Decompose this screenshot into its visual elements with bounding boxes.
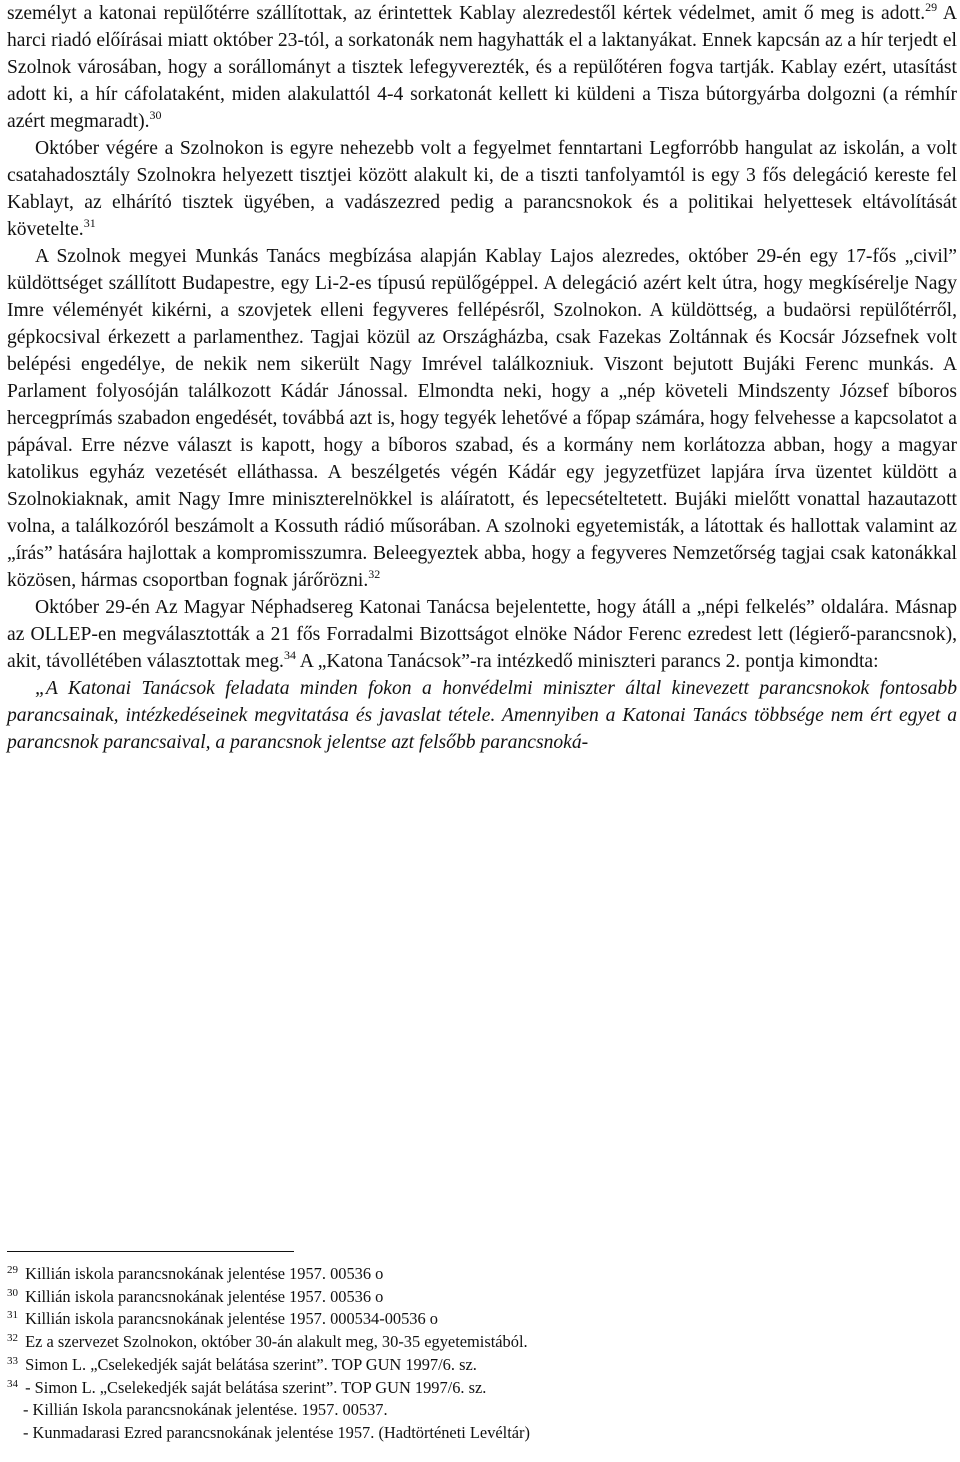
footnote-text: Simon L. „Cselekedjék saját belátása szerint”. TOP GUN 1997/6. sz. <box>25 1354 477 1374</box>
paragraph-text: Október végére a Szolnokon is egyre nehezebb volt a fegyelmet fenntartani Legforróbb hangulat az iskolán, a volt csatahadosztály Szolnokra helyezett tisztjei között alakult ki, de a tiszti tanfolyamtól is egy 3 fős delegáció kereste fel Kablayt, az elhárító tisztek ügyében, a vadászezred pedig a parancsnokok és a politikai helyettesek eltávolítását követelte. <box>7 138 957 240</box>
footnote-30: 30 Killián iskola parancsnokának jelentése 1957. 00536 o <box>7 1286 384 1306</box>
paragraph-1 <box>7 0 957 135</box>
footnote-34-subline: - Killián Iskola parancsnokának jelentése. 1957. 00537. <box>23 1400 388 1420</box>
paragraph-text: A „Katona Tanácsok”-ra intézkedő miniszteri parancs 2. pontja kimondta: <box>295 651 879 672</box>
paragraph-text: A harci riadó előírásai miatt október 23-tól, a sorkatonák nem hagyhatták el a laktanyákat. Ennek kapcsán az a hír terjedt el Szolnok városában, hogy a sorállományt a tisztek lefegyverezték, és a repülőtéren fogva tartják. Kablay ezért, utasítást adott ki, a hír cáfolataként, miden alakulattól 4-4 sorkatonát kellett ki küldeni a Tisza bútorgyárba dolgozni (a rémhír azért megmaradt). <box>7 3 958 132</box>
footnote-text: Ez a szervezet Szolnokon, október 30-án alakult meg, 30-35 egyetemistából. <box>25 1332 528 1352</box>
paragraph-text: személyt a katonai repülőtérre szállítottak, az érintettek Kablay alezredestől kértek védelmet, amit ő meg is adott. <box>7 3 926 24</box>
document-body <box>7 0 957 756</box>
footnote-ref-31: 31 <box>83 216 96 230</box>
footnote-33: 33 Simon L. „Cselekedjék saját belátása szerint”. TOP GUN 1997/6. sz. <box>7 1354 477 1374</box>
footnote-31: 31 Killián iskola parancsnokának jelentése 1957. 000534-00536 o <box>7 1309 438 1329</box>
footnote-divider <box>7 1251 294 1252</box>
paragraph-3 <box>7 243 957 594</box>
footnote-text: Killián iskola parancsnokának jelentése 1957. 000534-00536 o <box>25 1309 438 1329</box>
paragraph-4 <box>7 594 957 675</box>
block-quote: „A Katonai Tanácsok feladata minden fokon a honvédelmi miniszter által kinevezett parancsnokok fontosabb parancsainak, intézkedéseinek megvitatása és javaslat tétele. Amennyiben a Katonai Tanács többsége nem ért egyet a parancsnok parancsaival, a parancsnok jelentse azt felsőbb parancsnoká- <box>7 678 957 753</box>
footnote-ref-32: 32 <box>368 567 381 581</box>
footnote-text: Killián iskola parancsnokának jelentése 1957. 00536 o <box>25 1264 384 1283</box>
paragraph-text: Október 29-én Az Magyar Néphadsereg Katonai Tanácsa bejelentette, hogy átáll a „népi felkelés” oldalára. Másnap az OLLEP-en megválasztották a 21 fős Forradalmi Bizottságot elnöke Nádor Ferenc ezredest lett (légierő-parancsnok), akit, távollétében választottak meg. <box>7 597 957 672</box>
footnote-34: 34 - Simon L. „Cselekedjék saját belátása szerint”. TOP GUN 1997/6. sz. <box>7 1377 487 1397</box>
paragraph-text: A Szolnok megyei Munkás Tanács megbízása alapján Kablay Lajos alezredes, október 29-én egy 17-fős „civil” küldöttséget szállított Budapestre, egy Li-2-es típusú repülőgéppel. A delegáció azért kelt útra, hogy megkísérelje Nagy Imre véleményét kikérni, a szovjetek elleni fegyveres fellépésről, Szolnokon. A küldöttség, a budaörsi repülőtérről, gépkocsival érkezett a parlamenthez. Tagjai közül az Országházba, csak Fazekas Zoltánnak és Kocsár Józsefnek volt belépési engedélye, de nekik nem sikerült Nagy Imrével találkozniuk. Viszont bejutott Bujáki Ferenc munkás. A Parlament folyosóján találkozott Kádár Jánossal. Elmondta neki, hogy a „nép követeli Mindszenty József bíboros hercegprímás szabadon engedését, továbbá azt is, hogy tegyék lehetővé a főpap számára, hogy felvehesse a kapcsolatot a pápával. Erre nézve választ is kapott, hogy a bíboros szabad, és a kormány nem korlátozza abban, hogy a magyar katolikus egyház vezetését elláthassa. A beszélgetés végén Kádár egy jegyzetfüzet lapjára írva üzentet küldött a Szolnokiaknak, amit Nagy Imre miniszterelnökkel is aláíratott, és lepecsételtetett. Bujáki mielőtt vonattal hazautazott volna, a találkozóról beszámolt a Kossuth rádió műsorában. A szolnoki egyetemisták, a látottak és hallottak valamint az „írás” hatására hajlottak a kompromisszumra. Beleegyeztek abba, hogy a fegyveres Nemzetőrség tagjai csak katonákkal közösen, hármas csoportban fognak járőrözni. <box>7 246 957 591</box>
footnote-34-subline: - Kunmadarasi Ezred parancsnokának jelentése 1957. (Hadtörténeti Levéltár) <box>23 1422 530 1442</box>
footnote-ref-33: 34 <box>283 648 296 662</box>
footnote-ref-30: 30 <box>149 108 162 122</box>
footnote-ref-29: 29 <box>925 0 938 14</box>
footnotes <box>7 1263 907 1445</box>
footnote-29: 29 Killián iskola parancsnokának jelentése 1957. 00536 o <box>7 1264 384 1283</box>
paragraph-2 <box>7 135 957 243</box>
footnote-text: Killián iskola parancsnokának jelentése 1957. 00536 o <box>25 1286 384 1306</box>
footnote-text: - Simon L. „Cselekedjék saját belátása szerint”. TOP GUN 1997/6. sz. <box>25 1377 487 1397</box>
footnote-32: 32 Ez a szervezet Szolnokon, október 30-án alakult meg, 30-35 egyetemistából. <box>7 1332 528 1352</box>
